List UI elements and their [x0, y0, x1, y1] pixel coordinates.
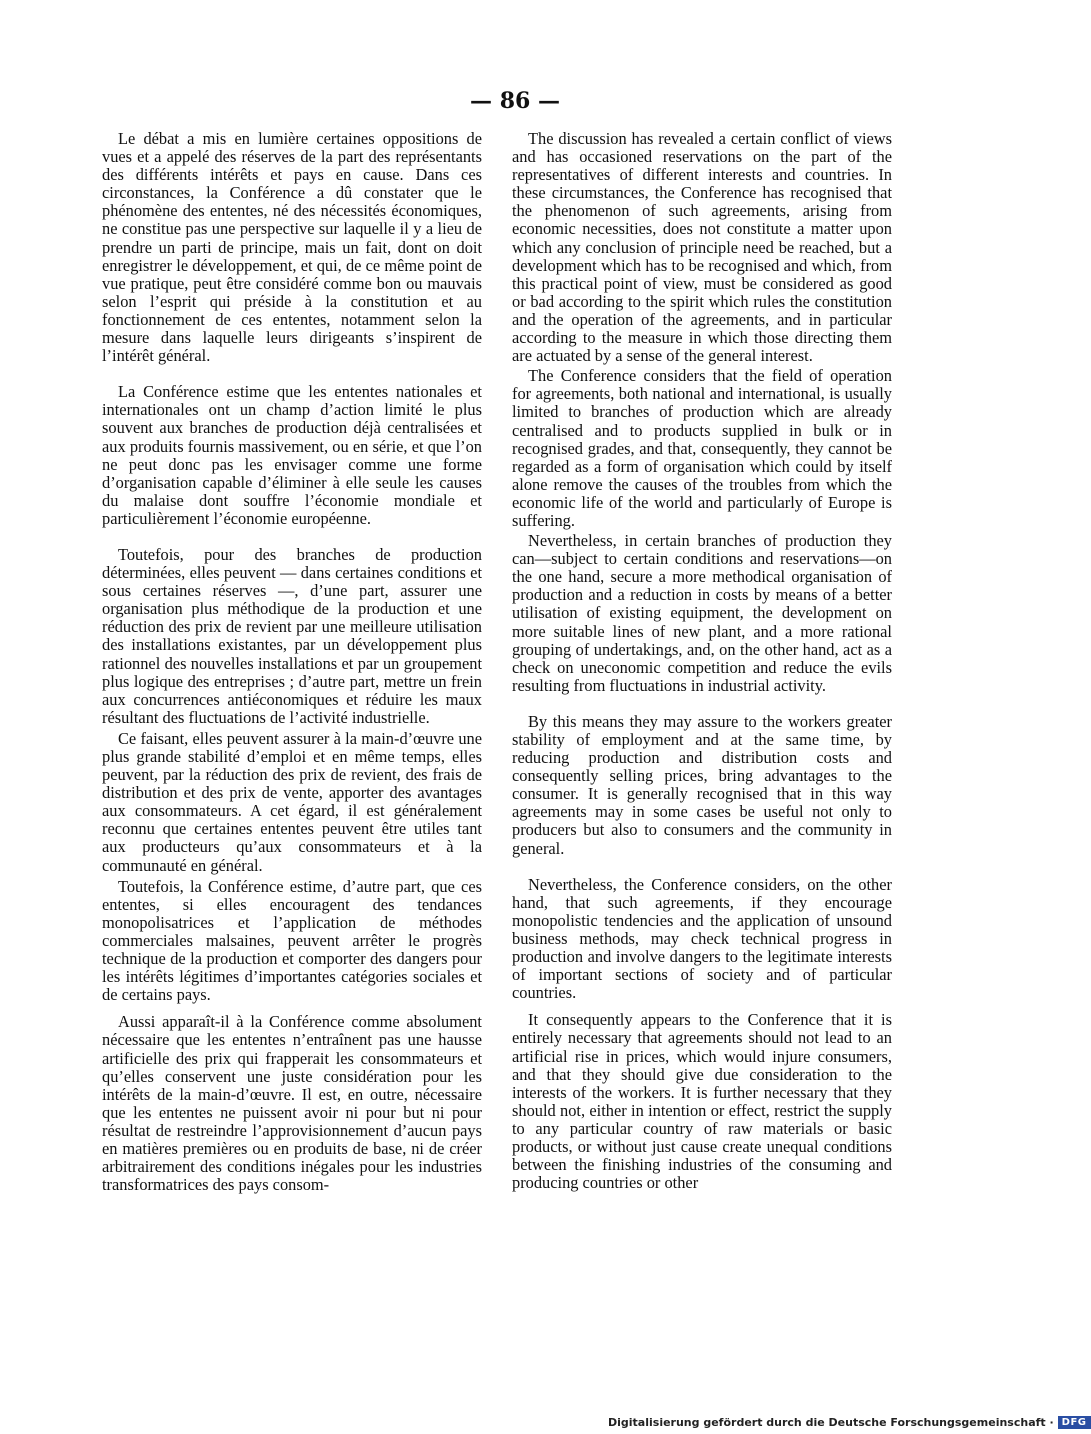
french-column	[102, 130, 482, 1194]
english-paragraph-4: By this means they may assure to the workers greater stability of employment and at the same time, by reducing production and distribution costs and consequently selling prices, bring advantages to the consumer. It is generally recognised that in this way agreements may in some cases be useful not only to producers but also to consumers and the community in general.	[512, 711, 892, 858]
footer-text: Digitalisierung gefördert durch die Deutsche Forschungsgemeinschaft ·	[608, 1415, 1054, 1429]
english-column	[512, 130, 892, 1192]
english-paragraph-5: Nevertheless, the Conference considers, on the other hand, that such agreements, if they encourage monopolistic tendencies and the application of unsound business methods, may check technical progress in production and involve dangers to the legitimate interests of important sections of society and of particular countries.	[512, 874, 892, 1003]
dfg-logo: DFG	[1058, 1416, 1091, 1429]
english-paragraph-3: Nevertheless, in certain branches of production they can—subject to certain conditions and reservations—on the one hand, secure a more methodical organisation of production and a reduction in costs by means of a better utilisation of existing equipment, the development on more suitable lines of new plant, and a more rational grouping of undertakings, and, on the other hand, act as a check on uneconomic competition and reduce the evils resulting from fluctuations in industrial activity.	[512, 531, 892, 695]
english-paragraph-2: The Conference considers that the field of operation for agreements, both national and international, is usually limited to branches of production which are already centralised and to products supplied in bulk or in recognised grades, and that, consequently, they cannot be regarded as a form of organisation which could by itself alone remove the causes of the troubles from which the economic life of the world and particularly of Europe is suffering.	[512, 366, 892, 530]
french-paragraph-5: Toutefois, la Conférence estime, d’autre part, que ces ententes, si elles encouragent des tendances monopolisatrices et l’application de méthodes commerciales malsaines, peuvent arrêter le progrès technique de la production et comporter des dangers pour les intérêts légitimes d’importantes catégories sociales et de certains pays.	[102, 876, 482, 1005]
french-paragraph-3: Toutefois, pour des branches de production déterminées, elles peuvent — dans certaines conditions et sous certaines réserves —, d’une part, assurer une organisation plus méthodique de la production et une réduction des prix de revient par une meilleure utilisation des installations existantes, par un développement plus rationnel des nouvelles installations et par un groupement plus logique des entreprises ; d’autre part, mettre un frein aux concurrences antiéconomiques et réduire les maux résultant des fluctuations de l’activité industrielle.	[102, 544, 482, 727]
french-paragraph-1: Le débat a mis en lumière certaines oppositions de vues et a appelé des réserves de la part des représentants des différents intérêts et pays en cause. Dans ces circonstances, la Conférence a dû constater que le phénomène des ententes, né des nécessités économiques, ne constitue pas une perspective sur laquelle il y a lieu de prendre un parti de principe, mais un fait, dont on doit enregistrer le développement, et qui, de ce même point de vue pratique, peut être considéré comme bon ou mauvais selon l’esprit qui préside à la constitution et au fonctionnement de ces ententes, notamment selon la mesure dans laquelle leurs dirigeants s’inspirent de l’intérêt général.	[102, 129, 482, 366]
french-paragraph-4: Ce faisant, elles peuvent assurer à la main-d’œuvre une plus grande stabilité d’emploi et en même temps, elles peuvent, par la réduction des prix de revient, des frais de distribution et des prix de vente, apporter des avantages aux consommateurs. A cet égard, il est généralement reconnu que certaines ententes peuvent être utiles tant aux producteurs qu’aux consommateurs et à la communauté en général.	[102, 728, 482, 875]
french-paragraph-2: La Conférence estime que les ententes nationales et internationales ont un champ d’action limité le plus souvent aux branches de production déjà centralisées et aux produits fournis massivement, ou en série, et que l’on ne peut donc pas les envisager comme une forme d’organisation capable d’éliminer à elle seule les causes du malaise dont souffre l’économie mondiale et particulièrement l’économie européenne.	[102, 382, 482, 528]
digitization-footer	[608, 1412, 1087, 1432]
french-paragraph-6: Aussi apparaît-il à la Conférence comme absolument nécessaire que les ententes n’entraînent pas une hausse artificielle des prix qui frapperait les consommateurs et qu’elles conservent une juste considération pour les intérêts de la main-d’œuvre. Il est, en outre, nécessaire que les ententes ne puissent avoir ni pour but ni pour résultat de restreindre l’approvisionnement d’aucun pays en matières premières ou en produits de base, ni de créer arbitrairement des conditions inégales pour les industries transformatrices des pays consom-	[102, 1012, 482, 1195]
english-paragraph-1: The discussion has revealed a certain conflict of views and has occasioned reservations on the part of the representatives of different interests and countries. In these circumstances, the Conference has recognised that the phenomenon of such agreements, arising from economic necessities, does not constitute a matter upon which any conclusion of principle need be reached, but a development which has to be recognised and which, from this practical point of view, must be considered as good or bad according to the spirit which rules the constitution and the operation of the agreements, and in particular according to the measure in which those directing them are actuated by a sense of the general interest.	[512, 129, 892, 366]
page-number: — 86 —	[470, 88, 560, 114]
english-paragraph-6: It consequently appears to the Conference that it is entirely necessary that agreements should not lead to an artificial rise in prices, which would injure consumers, and that they should give due consideration to the interests of the workers. It is further necessary that they should not, either in intention or effect, restrict the supply to any particular country of raw materials or basic products, or without just cause create unequal conditions between the finishing industries of the consuming and producing countries or other	[512, 1010, 892, 1193]
